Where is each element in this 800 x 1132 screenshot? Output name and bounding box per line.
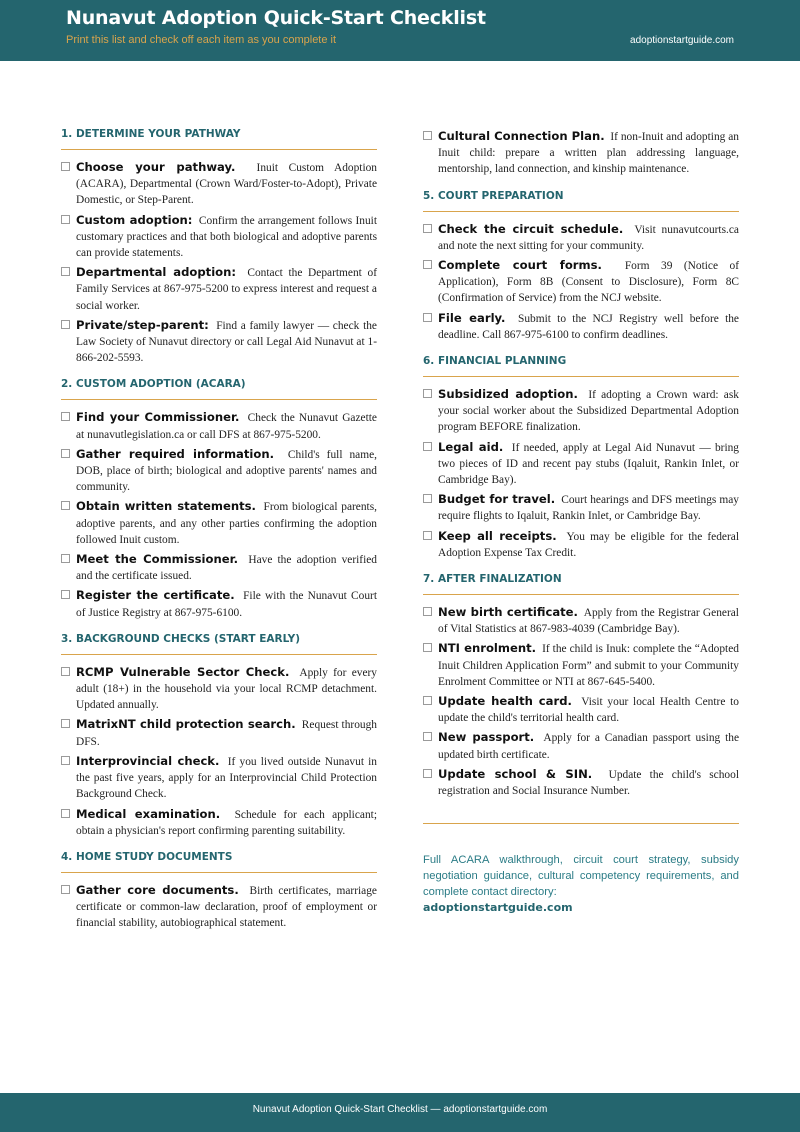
checklist-item: Custom adoption: Confirm the arrangement follows Inuit customary practices and that both biological and adoptive parents can provide statements. [61, 212, 377, 262]
checklist-item: Complete court forms. Form 39 (Notice of Application), Form 8B (Consent to Disclosure), Form 8C (Confirmation of Service) from the NCJ website. [423, 257, 739, 307]
section-title: 4. HOME STUDY DOCUMENTS [61, 851, 377, 873]
cta-text: Full ACARA walkthrough, circuit court strategy, subsidy negotiation guidance, cultural competency requirements, and complete contact directory: [423, 854, 739, 899]
checkbox[interactable] [423, 696, 432, 705]
page-footer [0, 1093, 800, 1132]
checklist-item: Keep all receipts. You may be eligible for the federal Adoption Expense Tax Credit. [423, 528, 739, 561]
checklist-item: New birth certificate. Apply from the Registrar General of Vital Statistics at 867-983-4039 (Cambridge Bay). [423, 604, 739, 637]
section-background-checks [61, 633, 377, 839]
section-title: 7. AFTER FINALIZATION [423, 573, 739, 595]
checklist-item: RCMP Vulnerable Sector Check. Apply for every adult (18+) in the household via your local RCMP detachment. Updated annually. [61, 664, 377, 714]
checklist-item: Interprovincial check. If you lived outside Nunavut in the past five years, apply for an Interprovincial Child Protection Background Check. [61, 753, 377, 803]
checklist-item: Update school & SIN. Update the child's school registration and Social Insurance Number. [423, 766, 739, 799]
checkbox[interactable] [423, 260, 432, 269]
right-column [423, 128, 739, 916]
checkbox[interactable] [423, 607, 432, 616]
checkbox[interactable] [61, 554, 70, 563]
page-header [0, 0, 800, 61]
checkbox[interactable] [61, 719, 70, 728]
checkbox[interactable] [423, 531, 432, 540]
checkbox[interactable] [423, 224, 432, 233]
section-title: 1. DETERMINE YOUR PATHWAY [61, 128, 377, 150]
section-home-study-continued [423, 128, 739, 178]
section-title: 6. FINANCIAL PLANNING [423, 355, 739, 377]
checkbox[interactable] [61, 162, 70, 171]
checklist-item: File early. Submit to the NCJ Registry well before the deadline. Call 867-975-6100 to confirm deadlines. [423, 310, 739, 343]
section-pathway [61, 128, 377, 366]
checklist-item: Cultural Connection Plan. If non-Inuit and adopting an Inuit child: prepare a written plan addressing language, mentorship, land connection, and kinship maintenance. [423, 128, 739, 178]
checklist-item: Subsidized adoption. If adopting a Crown ward: ask your social worker about the Subsidized Departmental Adoption program BEFORE finalization. [423, 386, 739, 436]
checkbox[interactable] [61, 267, 70, 276]
section-title: 2. CUSTOM ADOPTION (ACARA) [61, 378, 377, 400]
checkbox[interactable] [423, 732, 432, 741]
checklist-item: Update health card. Visit your local Health Centre to update the child's territorial health card. [423, 693, 739, 726]
header-url[interactable]: adoptionstartguide.com [630, 35, 734, 46]
checklist-item: Gather core documents. Birth certificates, marriage certificate or common-law declaration, proof of employment or financial stability, autobiographical statement. [61, 882, 377, 932]
checklist-item: Private/step-parent: Find a family lawyer — check the Law Society of Nunavut directory or call Legal Aid Nunavut at 1-866-202-5593. [61, 317, 377, 367]
checklist-item: Check the circuit schedule. Visit nunavutcourts.ca and note the next sitting for your community. [423, 221, 739, 254]
section-title: 5. COURT PREPARATION [423, 190, 739, 212]
checkbox[interactable] [61, 667, 70, 676]
checklist-item: New passport. Apply for a Canadian passport using the updated birth certificate. [423, 729, 739, 762]
cta-link[interactable]: adoptionstartguide.com [423, 901, 573, 915]
page-title: Nunavut Adoption Quick-Start Checklist [66, 7, 486, 29]
left-column [61, 128, 377, 944]
checkbox[interactable] [61, 320, 70, 329]
checklist-item: Find your Commissioner. Check the Nunavut Gazette at nunavutlegislation.ca or call DFS at 867-975-5200. [61, 409, 377, 442]
checklist-item: Departmental adoption: Contact the Department of Family Services at 867-975-5200 to express interest and request a social worker. [61, 264, 377, 314]
checkbox[interactable] [61, 809, 70, 818]
checklist-item: Medical examination. Schedule for each applicant; obtain a physician's report confirming parenting suitability. [61, 806, 377, 839]
checkbox[interactable] [61, 756, 70, 765]
checklist-item: Budget for travel. Court hearings and DFS meetings may require flights to Iqaluit, Rankin Inlet, or Cambridge Bay. [423, 491, 739, 524]
divider [423, 823, 739, 824]
checkbox[interactable] [61, 215, 70, 224]
checkbox[interactable] [61, 885, 70, 894]
section-title: 3. BACKGROUND CHECKS (START EARLY) [61, 633, 377, 655]
checkbox[interactable] [423, 769, 432, 778]
checklist-item: Legal aid. If needed, apply at Legal Aid Nunavut — bring two pieces of ID and recent pay stubs (Iqaluit, Rankin Inlet, or Cambridge Bay). [423, 439, 739, 489]
section-after-finalization [423, 573, 739, 799]
checkbox[interactable] [61, 449, 70, 458]
checklist-item: Choose your pathway. Inuit Custom Adoption (ACARA), Departmental (Crown Ward/Foster-to-Adopt), Private Domestic, or Step-Parent. [61, 159, 377, 209]
footer-text: Nunavut Adoption Quick-Start Checklist — adoptionstartguide.com [252, 1104, 548, 1115]
checkbox[interactable] [61, 501, 70, 510]
section-home-study [61, 851, 377, 932]
checkbox[interactable] [423, 442, 432, 451]
checklist-item: NTI enrolment. If the child is Inuk: complete the “Adopted Inuit Children Application Form” and submit to your Community Enrolment Committee or NTI at 867-645-5400. [423, 640, 739, 690]
section-custom-adoption [61, 378, 377, 620]
cta-block [423, 852, 739, 916]
checkbox[interactable] [423, 313, 432, 322]
checkbox[interactable] [423, 131, 432, 140]
checkbox[interactable] [61, 412, 70, 421]
checkbox[interactable] [61, 590, 70, 599]
checkbox[interactable] [423, 643, 432, 652]
checklist-item: Obtain written statements. From biological parents, adoptive parents, and any other parties confirming the adoption followed Inuit custom. [61, 498, 377, 548]
checklist-item: Register the certificate. File with the Nunavut Court of Justice Registry at 867-975-6100. [61, 587, 377, 620]
checklist-item: Gather required information. Child's full name, DOB, place of birth; biological and adoptive parents' names and community. [61, 446, 377, 496]
checklist-item: Meet the Commissioner. Have the adoption verified and the certificate issued. [61, 551, 377, 584]
section-court-preparation [423, 190, 739, 343]
checkbox[interactable] [423, 494, 432, 503]
page-subtitle: Print this list and check off each item as you complete it [66, 34, 337, 46]
section-financial-planning [423, 355, 739, 561]
checkbox[interactable] [423, 389, 432, 398]
checklist-item: MatrixNT child protection search. Request through DFS. [61, 716, 377, 749]
